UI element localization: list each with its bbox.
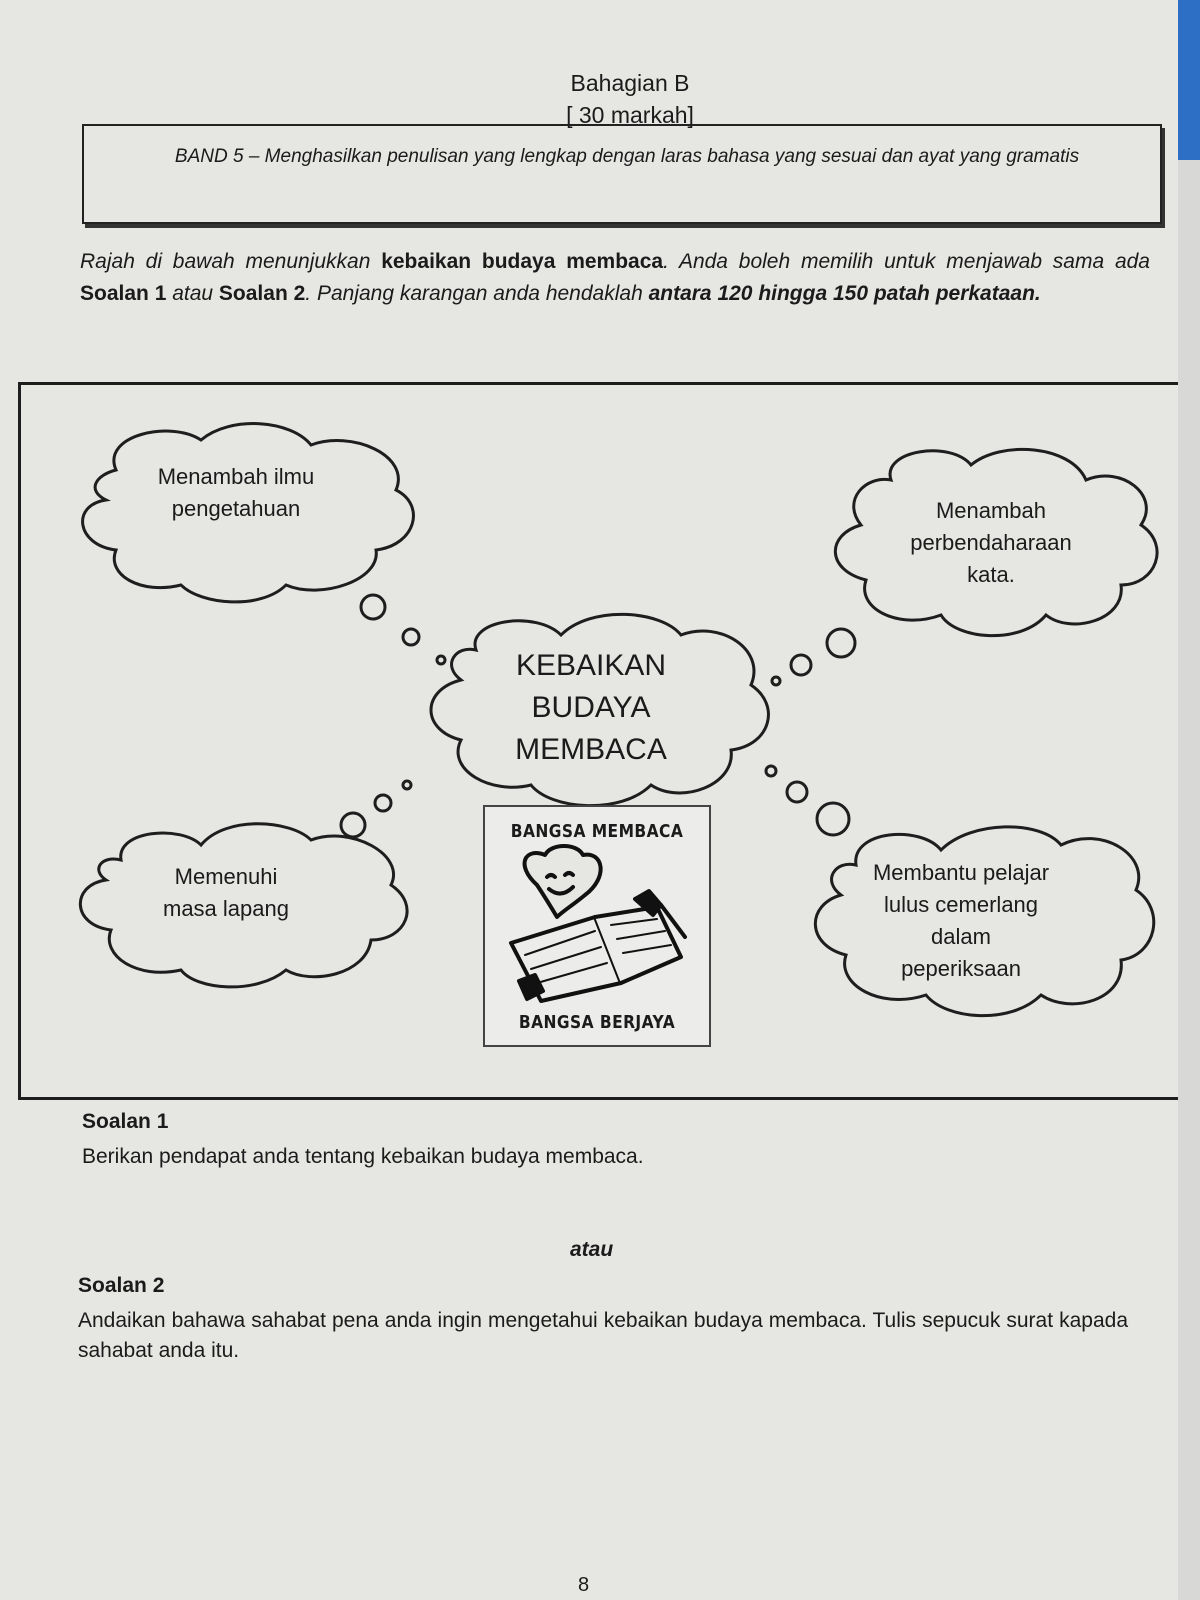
instr-part4: . Panjang karangan anda hendaklah <box>305 282 649 305</box>
question-2-title: Soalan 2 <box>78 1274 165 1297</box>
bubble <box>772 677 780 685</box>
center-line: MEMBACA <box>515 733 667 766</box>
or-separator: atau <box>570 1238 614 1261</box>
background-edge <box>1178 0 1200 160</box>
center-topic <box>491 645 691 771</box>
bubble <box>341 813 365 837</box>
bubble <box>766 766 776 776</box>
bubble <box>403 781 411 789</box>
cloud-line: peperiksaan <box>901 956 1021 981</box>
instr-part2: . Anda boleh memilih untuk menjawab sama ada <box>663 250 1150 273</box>
question-1-text: Berikan pendapat anda tentang kebaikan budaya membaca. <box>82 1145 644 1168</box>
bubble <box>375 795 391 811</box>
instr-q2: Soalan 2 <box>218 282 306 305</box>
poster-bottom-text: BANGSA BERJAYA <box>518 1012 676 1033</box>
cloud-bottom-left-text <box>131 861 321 925</box>
cloud-line: kata. <box>967 562 1015 587</box>
mind-map-diagram <box>18 382 1178 1100</box>
bubble <box>437 656 445 664</box>
instr-topic: kebaikan budaya membaca <box>381 250 664 273</box>
cloud-top-left-text <box>121 461 351 525</box>
cloud-line: pengetahuan <box>171 496 301 521</box>
bubble <box>403 629 419 645</box>
cloud-line: masa lapang <box>163 896 289 921</box>
marks-label: [ 30 markah] <box>566 102 694 128</box>
bubble <box>791 655 811 675</box>
instr-part1: Rajah di bawah menunjukkan <box>80 250 382 273</box>
cloud-line: Menambah <box>935 498 1047 523</box>
cloud-bottom-right-text <box>861 857 1061 985</box>
cloud-line: perbendaharaan <box>910 530 1072 555</box>
cloud-line: Menambah ilmu <box>157 464 315 489</box>
bubble <box>361 595 385 619</box>
question-1-title: Soalan 1 <box>82 1110 169 1133</box>
center-line: KEBAIKAN <box>515 649 667 682</box>
instr-part3: atau <box>166 282 219 305</box>
section-title: Bahagian B <box>570 70 690 96</box>
instructions <box>80 246 1150 310</box>
cloud-line: Membantu pelajar <box>872 860 1050 885</box>
band-box <box>82 124 1162 224</box>
page-number: 8 <box>578 1574 590 1596</box>
band-descriptor: BAND 5 – Menghasilkan penulisan yang lengkap dengan laras bahasa yang sesuai dan ayat yang gramatis <box>174 146 1080 167</box>
cloud-top-right-text <box>881 495 1101 591</box>
instr-length: antara 120 hingga 150 patah perkataan. <box>648 282 1041 305</box>
instr-q1: Soalan 1 <box>80 282 167 305</box>
center-line: BUDAYA <box>531 691 651 724</box>
cloud-line: lulus cemerlang <box>883 892 1039 917</box>
bubble <box>787 782 807 802</box>
bubble <box>817 803 849 835</box>
cloud-line: dalam <box>931 924 991 949</box>
reading-poster <box>483 805 711 1047</box>
bubble <box>827 629 855 657</box>
cloud-line: Memenuhi <box>174 864 278 889</box>
poster-top-text: BANGSA MEMBACA <box>510 821 684 842</box>
question-2-text: Andaikan bahawa sahabat pena anda ingin mengetahui kebaikan budaya membaca. Tulis sepucuk surat kapada sahabat anda itu. <box>78 1309 1128 1362</box>
